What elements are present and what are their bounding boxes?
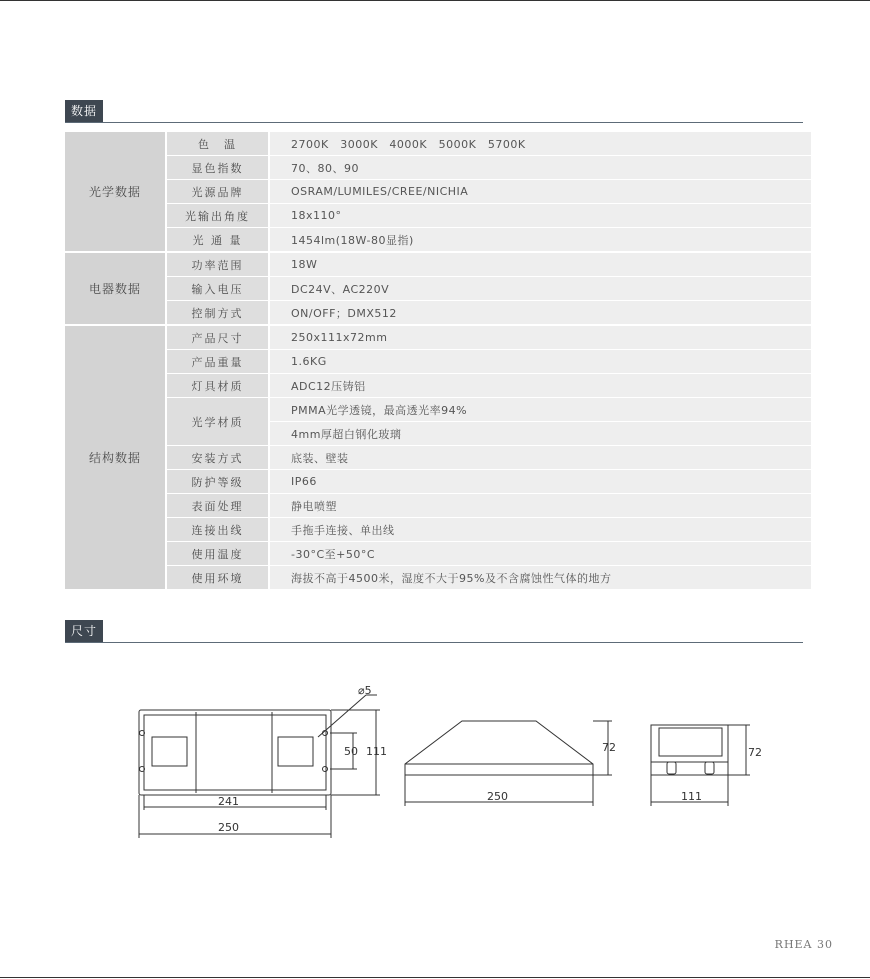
row-value: PMMA光学透镜，最高透光率94% [268, 398, 811, 422]
row-label: 色 温 [165, 132, 268, 156]
group-structure: 结构数据 [65, 326, 165, 589]
row-value: IP66 [268, 470, 811, 494]
table-row [65, 156, 811, 180]
row-label: 使用环境 [165, 566, 268, 589]
section-title-dimension: 尺寸 [65, 620, 103, 642]
row-label: 光 通 量 [165, 228, 268, 253]
dim-end-height-label: 72 [748, 746, 762, 759]
row-value: ADC12压铸铝 [268, 374, 811, 398]
table-row [65, 132, 811, 156]
row-value: DC24V、AC220V [268, 277, 811, 301]
row-value: OSRAM/LUMILES/CREE/NICHIA [268, 180, 811, 204]
row-value: 250x111x72mm [268, 326, 811, 350]
row-label: 使用温度 [165, 542, 268, 566]
row-label: 安装方式 [165, 446, 268, 470]
row-label: 防护等级 [165, 470, 268, 494]
dim-side-height-label: 72 [602, 741, 616, 754]
group-optical: 光学数据 [65, 132, 165, 253]
spec-table [65, 132, 811, 589]
row-value: 1454lm(18W-80显指) [268, 228, 811, 253]
table-row [65, 228, 811, 253]
section-title-data: 数据 [65, 100, 103, 122]
top-rule [0, 0, 870, 1]
table-row [65, 446, 811, 470]
table-row [65, 277, 811, 301]
row-label: 功率范围 [165, 253, 268, 277]
table-row [65, 542, 811, 566]
dim-end-width-label: 111 [681, 790, 702, 803]
row-label: 控制方式 [165, 301, 268, 326]
row-label: 光学材质 [165, 398, 268, 446]
row-label: 显色指数 [165, 156, 268, 180]
dim-inner-length-label: 241 [218, 795, 239, 808]
row-value: 4mm厚超白钢化玻璃 [268, 422, 811, 446]
row-value: 静电喷塑 [268, 494, 811, 518]
dim-inner-height-label: 50 [344, 745, 358, 758]
row-label: 光源品牌 [165, 180, 268, 204]
table-row [65, 180, 811, 204]
row-label: 灯具材质 [165, 374, 268, 398]
top-view [139, 695, 380, 838]
table-row [65, 326, 811, 350]
table-row [65, 301, 811, 326]
table-row [65, 518, 811, 542]
dim-height-label: 111 [366, 745, 387, 758]
dim-length-label: 250 [218, 821, 239, 834]
table-row [65, 350, 811, 374]
row-label: 光输出角度 [165, 204, 268, 228]
row-value: 18x110° [268, 204, 811, 228]
row-value: 18W [268, 253, 811, 277]
section-header-dimension [65, 620, 803, 643]
page-number: RHEA 30 [774, 938, 833, 951]
table-row [65, 494, 811, 518]
row-value: ON/OFF；DMX512 [268, 301, 811, 326]
row-value: 2700K 3000K 4000K 5000K 5700K [268, 132, 811, 156]
row-label: 产品尺寸 [165, 326, 268, 350]
table-row [65, 374, 811, 398]
dim-hole-label: ⌀5 [358, 684, 372, 697]
side-view [405, 721, 612, 806]
row-value: 底装、壁装 [268, 446, 811, 470]
row-label: 输入电压 [165, 277, 268, 301]
row-value: 海拔不高于4500米，湿度不大于95%及不含腐蚀性气体的地方 [268, 566, 811, 589]
row-value: -30°C至+50°C [268, 542, 811, 566]
table-row [65, 253, 811, 277]
table-row [65, 566, 811, 589]
row-value: 1.6KG [268, 350, 811, 374]
section-header-data [65, 100, 803, 123]
bottom-rule [0, 977, 870, 978]
table-row [65, 398, 811, 422]
dim-side-length-label: 250 [487, 790, 508, 803]
table-row [65, 204, 811, 228]
table-row [65, 470, 811, 494]
row-value: 70、80、90 [268, 156, 811, 180]
dimension-drawing [0, 670, 870, 850]
row-label: 产品重量 [165, 350, 268, 374]
group-electrical: 电器数据 [65, 253, 165, 326]
row-label: 连接出线 [165, 518, 268, 542]
row-label: 表面处理 [165, 494, 268, 518]
row-value: 手拖手连接、单出线 [268, 518, 811, 542]
